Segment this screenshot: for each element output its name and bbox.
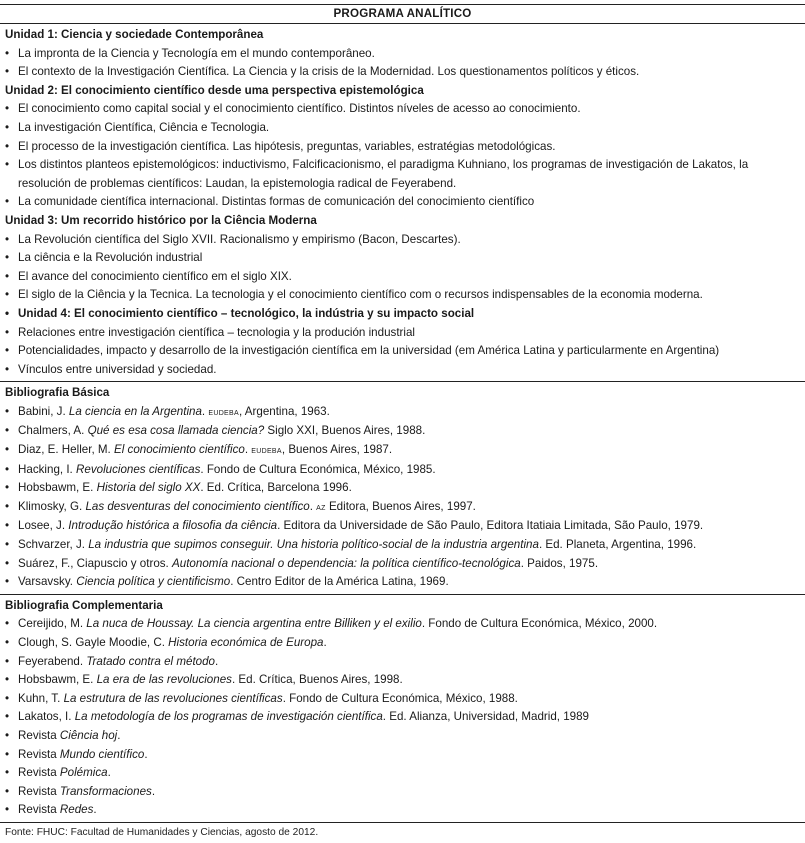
entry-author: Losee, J.: [18, 519, 69, 533]
bibliography-entry: [5, 690, 799, 709]
entry-details: .: [151, 784, 156, 798]
entry-details: Editora, Buenos Aires, 1997.: [325, 499, 476, 513]
list-item: [5, 249, 799, 268]
bibliography-entry: [5, 653, 799, 672]
list-item: [5, 193, 799, 212]
list-item: [5, 342, 799, 361]
item-text: El processo de la investigación científica. Las hipótesis, preguntas, variables, estratégias metodológicas.: [18, 139, 556, 153]
item-text: La ciência e la Revolución industrial: [18, 251, 203, 265]
entry-author: Klimosky, G.: [18, 499, 86, 513]
entry-title: Historia del siglo XX: [96, 481, 201, 495]
bullet-icon: •: [5, 325, 10, 339]
entry-details: . Editora da Universidade de São Paulo, Editora Itatiaia Limitada, São Paulo, 1979.: [277, 519, 704, 533]
entry-author: Revista: [18, 766, 60, 780]
entry-author: Chalmers, A.: [18, 424, 88, 438]
bibliography-entry: [5, 536, 799, 555]
entry-title: El conocimiento científico: [114, 443, 245, 457]
entry-details: .: [323, 636, 327, 649]
entry-author: Kuhn, T.: [18, 691, 64, 705]
entry-details: . Fondo de Cultura Económica, México, 1985.: [200, 462, 436, 476]
bullet-icon: •: [5, 784, 10, 798]
programa-analitico-section: [0, 24, 805, 381]
entry-details: . Centro Editor de la América Latina, 1969.: [230, 575, 449, 589]
bibliografia-basica-section: [0, 382, 805, 594]
entry-details: .: [215, 654, 219, 668]
entry-details: . Fondo de Cultura Económica, México, 2000.: [421, 617, 658, 631]
item-text: Potencialidades, impacto y desarrollo de la investigación científica em la universidad (em América Latina y particularmente en Argentina): [18, 344, 720, 358]
entry-details: .: [107, 766, 111, 780]
item-text: Relaciones entre investigación científica – tecnologia y la produción industrial: [18, 325, 415, 339]
bibliography-entry: [5, 671, 799, 690]
bullet-icon: •: [5, 120, 10, 134]
table-header: PROGRAMA ANALÍTICO: [333, 7, 472, 20]
item-text: El contexto de la Investigación Científica. La Ciencia y la crisis de la Modernidad. Los questionamentos políticos y éticos.: [18, 65, 640, 79]
item-text: Unidad 4: El conocimiento científico – tecnológico, la indústria y su impacto social: [18, 306, 475, 320]
bibliography-entry: [5, 461, 799, 480]
list-item: [5, 138, 799, 157]
section-title: Bibliografia Básica: [5, 386, 110, 400]
item-text: La investigación Científica, Ciência e Tecnologia.: [18, 120, 270, 134]
entry-separator: .: [309, 499, 317, 513]
entry-author: Hacking, I.: [18, 462, 76, 476]
list-item: [5, 268, 799, 287]
list-item: [5, 63, 799, 82]
bullet-icon: •: [5, 269, 10, 283]
entry-author: Feyerabend.: [18, 654, 87, 668]
bullet-icon: •: [5, 654, 10, 668]
bibliography-entry: [5, 615, 799, 634]
entry-title: Transformaciones: [59, 784, 152, 798]
item-text: El avance del conocimiento científico em el siglo XIX.: [18, 269, 292, 283]
bibliography-entry: [5, 708, 799, 727]
unit-title: Unidad 2: El conocimiento científico desde uma perspectiva epistemológica: [5, 83, 424, 97]
entry-title: Ciência hoj: [59, 728, 118, 742]
bullet-icon: •: [5, 139, 10, 153]
list-item: [5, 45, 799, 64]
bullet-icon: •: [5, 556, 10, 570]
bibliography-entry: [5, 727, 799, 746]
entry-author: Revista: [18, 784, 60, 798]
bullet-icon: •: [5, 803, 10, 817]
entry-title: La estrutura de las revoluciones científicas: [63, 691, 283, 705]
bibliography-entry: [5, 441, 799, 461]
entry-title: Revoluciones científicas: [76, 462, 201, 476]
list-item: [5, 361, 799, 380]
entry-author: Hobsbawm, E.: [18, 673, 97, 687]
entry-title: La nuca de Houssay. La ciencia argentina entre Billiken y el exilio: [86, 617, 422, 631]
bullet-icon: •: [5, 728, 10, 742]
bullet-icon: •: [5, 766, 10, 780]
bibliography-entry: [5, 517, 799, 536]
bullet-icon: •: [5, 404, 10, 418]
entry-details: . Paidos, 1975.: [520, 556, 599, 570]
entry-details: . Fondo de Cultura Económica, México, 1988.: [282, 691, 518, 705]
entry-details: , Argentina, 1963.: [238, 404, 330, 418]
item-text: Vínculos entre universidad y sociedad.: [18, 362, 217, 376]
item-text: La impronta de la Ciencia y Tecnología em el mundo contemporâneo.: [18, 46, 375, 60]
entry-details: .: [117, 728, 121, 742]
bullet-icon: •: [5, 158, 10, 172]
entry-title: La metodología de los programas de investigación científica: [74, 710, 383, 724]
entry-title: Las desventuras del conocimiento científico: [85, 499, 310, 513]
unit-title: Unidad 3: Um recorrido histórico por la Ciência Moderna: [5, 213, 317, 227]
bibliography-entry: [5, 422, 799, 441]
bullet-icon: •: [5, 538, 10, 552]
bullet-icon: •: [5, 344, 10, 358]
bullet-icon: •: [5, 251, 10, 265]
entry-details: , Buenos Aires, 1987.: [281, 443, 393, 457]
bullet-icon: •: [5, 673, 10, 687]
entry-author: Suárez, F., Ciapuscio y otros.: [18, 556, 173, 570]
entry-details: . Ed. Alianza, Universidad, Madrid, 1989: [382, 710, 590, 724]
list-item: [5, 324, 799, 343]
bullet-icon: •: [5, 691, 10, 705]
bibliography-entry: [5, 801, 799, 820]
entry-separator: .: [244, 443, 252, 457]
list-item: [5, 156, 799, 193]
list-item: [5, 100, 799, 119]
bibliography-entry: [5, 783, 799, 802]
bullet-icon: •: [5, 232, 10, 246]
entry-author: Clough, S. Gayle Moodie, C.: [18, 636, 169, 649]
entry-title: La era de las revoluciones: [96, 673, 232, 687]
bullet-icon: •: [5, 443, 10, 457]
section-title: Bibliografia Complementaria: [5, 598, 163, 612]
entry-details: .: [93, 803, 97, 817]
entry-publisher: az: [316, 501, 326, 513]
entry-author: Schvarzer, J.: [18, 538, 89, 552]
bullet-icon: •: [5, 519, 10, 533]
unit-title: Unidad 1: Ciencia y sociedade Contemporânea: [5, 28, 264, 41]
entry-title: Qué es esa cosa llamada ciencia?: [87, 424, 265, 438]
bullet-icon: •: [5, 710, 10, 724]
bullet-icon: •: [5, 362, 10, 376]
entry-title: Introdução histórica a filosofia da ciência: [68, 519, 278, 533]
entry-title: Redes: [59, 803, 94, 817]
bullet-icon: •: [5, 462, 10, 476]
entry-publisher: eudeba: [251, 445, 282, 457]
bullet-icon: •: [5, 65, 10, 79]
entry-details: . Ed. Crítica, Buenos Aires, 1998.: [231, 673, 403, 687]
item-text: La comunidade científica internacional. Distintas formas de comunicación del conocimiento científico: [18, 195, 535, 209]
entry-author: Lakatos, I.: [18, 710, 75, 724]
bullet-icon: •: [5, 424, 10, 438]
entry-title: La industria que supimos conseguir. Una historia político-social de la industria argentina: [88, 538, 539, 552]
entry-author: Babini, J.: [18, 404, 69, 418]
entry-title: Polémica: [59, 766, 108, 780]
bibliography-entry: • Babini, J. La ciencia en la Argentina. eudeba, Argentina, 1963.: [5, 403, 799, 423]
bibliography-entry: [5, 746, 799, 765]
bullet-icon: •: [5, 481, 10, 495]
entry-title: Mundo científico: [59, 747, 145, 761]
bullet-icon: •: [5, 46, 10, 60]
entry-title: Historia económica de Europa: [168, 636, 324, 649]
list-item: [5, 286, 799, 305]
source-footnote: Fonte: FHUC: Facultad de Humanidades y Ciencias, agosto de 2012.: [5, 826, 319, 838]
entry-details: . Ed. Planeta, Argentina, 1996.: [538, 538, 697, 552]
entry-title: La ciencia en la Argentina: [68, 404, 202, 418]
entry-author: Varsavsky.: [18, 575, 77, 589]
bibliography-entry: [5, 479, 799, 498]
entry-title: Ciencia política y cientificismo: [76, 575, 231, 589]
bibliography-entry: [5, 573, 799, 592]
bullet-icon: •: [5, 499, 10, 513]
bullet-icon: •: [5, 617, 10, 631]
bullet-icon: •: [5, 288, 10, 302]
entry-title: Tratado contra el método: [86, 654, 216, 668]
item-text: El siglo de la Ciência y la Tecnica. La tecnologia y el conocimiento científico com o recursos indispensables de la economia moderna.: [18, 288, 703, 302]
entry-author: Diaz, E. Heller, M.: [18, 443, 114, 457]
entry-details: . Ed. Crítica, Barcelona 1996.: [200, 481, 352, 495]
bibliografia-complementaria-section: [0, 595, 805, 822]
entry-author: Cereijido, M.: [18, 617, 87, 631]
bullet-icon: •: [5, 195, 10, 209]
bibliography-entry: [5, 764, 799, 783]
entry-title: Autonomía nacional o dependencia: la política científico-tecnológica: [172, 556, 521, 570]
bullet-icon: •: [5, 575, 10, 589]
bibliography-entry: [5, 634, 799, 653]
bullet-icon: •: [5, 747, 10, 761]
entry-details: Siglo XXI, Buenos Aires, 1988.: [264, 424, 426, 438]
entry-author: Revista: [18, 747, 60, 761]
list-item: [5, 119, 799, 138]
list-item: [5, 231, 799, 250]
bullet-icon: •: [5, 306, 10, 320]
entry-publisher: eudeba: [208, 406, 239, 418]
item-text: La Revolución científica del Siglo XVII. Racionalismo y empirismo (Bacon, Descartes).: [18, 232, 461, 246]
entry-author: Hobsbawm, E.: [18, 481, 97, 495]
item-text: Los distintos planteos epistemológicos: inductivismo, Falcificacionismo, el paradigma Kuhniano, los programas de investigación de Lakatos, la resolución de problemas científicos: Laudan, la epistemologia radical de Feyerabend.: [18, 158, 749, 190]
list-item: [5, 305, 799, 324]
bibliography-entry: [5, 555, 799, 574]
entry-author: Revista: [18, 803, 60, 817]
bibliography-entry: [5, 498, 799, 518]
entry-author: Revista: [18, 728, 60, 742]
item-text: El conocimiento como capital social y el conocimiento científico. Distintos níveles de acesso ao conocimiento.: [18, 102, 581, 116]
bullet-icon: •: [5, 636, 10, 649]
entry-details: .: [144, 747, 148, 761]
bullet-icon: •: [5, 102, 10, 116]
